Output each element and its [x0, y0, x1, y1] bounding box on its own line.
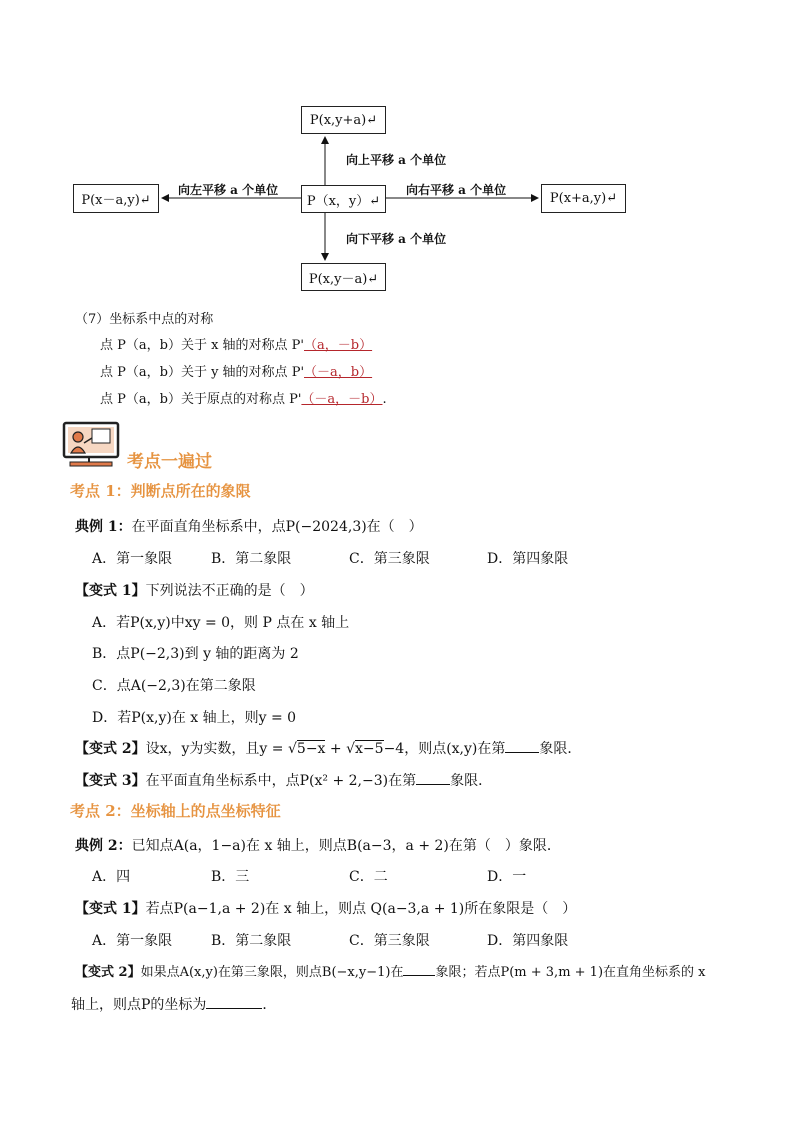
box-center: P（x，y）↵	[301, 185, 386, 213]
kp2-v1-option-b: B．第二象限	[211, 933, 292, 949]
answer-1: （a，－b）	[304, 338, 373, 353]
ex1-option-c: C．第三象限	[349, 551, 430, 567]
kp2-v1-option-d: D．第四象限	[487, 933, 569, 949]
kp2-v1-option-a: A．第一象限	[92, 933, 173, 949]
ex1-option-a: A．第一象限	[92, 551, 173, 567]
blank	[416, 770, 450, 785]
label-up: 向上平移 a 个单位	[346, 153, 447, 167]
v1-option-a: A．若P(x,y)中xy = 0，则 P 点在 x 轴上	[92, 615, 350, 631]
presentation-icon	[62, 421, 120, 467]
kp2-variant-2-line-2: 轴上，则点P的坐标为 ．	[71, 994, 276, 1014]
ex1-option-b: B．第二象限	[211, 551, 292, 567]
kp2-variant-1: 【变式 1】若点P(a−1,a + 2)在 x 轴上，则点 Q(a−3,a + 1)所在象限是（ ）	[75, 901, 577, 917]
sqrt-sign: √	[287, 741, 297, 757]
v1-option-d: D．若P(x,y)在 x 轴上，则y = 0	[92, 710, 297, 726]
box-right: P(x+a,y)↵	[541, 184, 626, 213]
kp1-title: 考点 1：判断点所在的象限	[70, 482, 251, 500]
label-down: 向下平移 a 个单位	[346, 232, 447, 246]
symmetry-line-1: 点 P（a，b）关于 x 轴的对称点 P'（a，－b）	[100, 338, 373, 353]
example-2: 典例 2：已知点A(a，1−a)在 x 轴上，则点B(a−3，a + 2)在第（ ）象限．	[75, 838, 561, 854]
v1-option-b: B．点P(−2,3)到 y 轴的距离为 2	[92, 646, 299, 662]
label-right: 向右平移 a 个单位	[406, 183, 507, 197]
answer-3: （－a，－b）	[301, 392, 383, 407]
diagram-arrows	[0, 0, 794, 300]
ex1-option-d: D．第四象限	[487, 551, 569, 567]
kp1-variant-3: 【变式 3】在平面直角坐标系中，点P(x² + 2,−3)在第 象限．	[75, 770, 492, 790]
kp2-variant-2-line-1: 【变式 2】如果点A(x,y)在第三象限，则点B(−x,y−1)在 象限；若点P(m + 3,m + 1)在直角坐标系的 x	[75, 961, 705, 980]
ex2-option-d: D．一	[487, 869, 527, 885]
v1-option-c: C．点A(−2,3)在第二象限	[92, 678, 256, 694]
section-title: 考点一遍过	[127, 452, 212, 472]
example-1: 典例 1：在平面直角坐标系中，点P(−2024,3)在（ ）	[75, 519, 423, 535]
ex2-option-c: C．二	[349, 869, 388, 885]
symmetry-line-2: 点 P（a，b）关于 y 轴的对称点 P'（－a，b）	[100, 365, 373, 380]
symmetry-line-3: 点 P（a，b）关于原点的对称点 P'（－a，－b）.	[100, 392, 387, 407]
kp2-v1-option-c: C．第三象限	[349, 933, 430, 949]
box-up: P(x,y+a)↵	[301, 106, 386, 134]
blank	[505, 738, 539, 753]
ex2-option-a: A．四	[92, 869, 131, 885]
label-left: 向左平移 a 个单位	[178, 183, 279, 197]
kp2-title: 考点 2：坐标轴上的点坐标特征	[70, 802, 281, 820]
box-down: P(x,y－a)↵	[301, 263, 386, 291]
kp1-variant-2: 【变式 2】设x，y为实数，且y = √5−x + √x−5−4，则点(x,y)在第 象限．	[75, 738, 581, 758]
symmetry-heading: （7）坐标系中点的对称	[75, 312, 214, 327]
answer-2: （－a，b）	[304, 365, 373, 380]
kp1-variant-1: 【变式 1】下列说法不正确的是（ ）	[75, 583, 314, 599]
box-left: P(x－a,y)↵	[73, 184, 159, 213]
ex2-option-b: B．三	[211, 869, 250, 885]
blank	[206, 994, 262, 1009]
sqrt-sign: √	[346, 741, 356, 757]
blank	[403, 961, 435, 976]
